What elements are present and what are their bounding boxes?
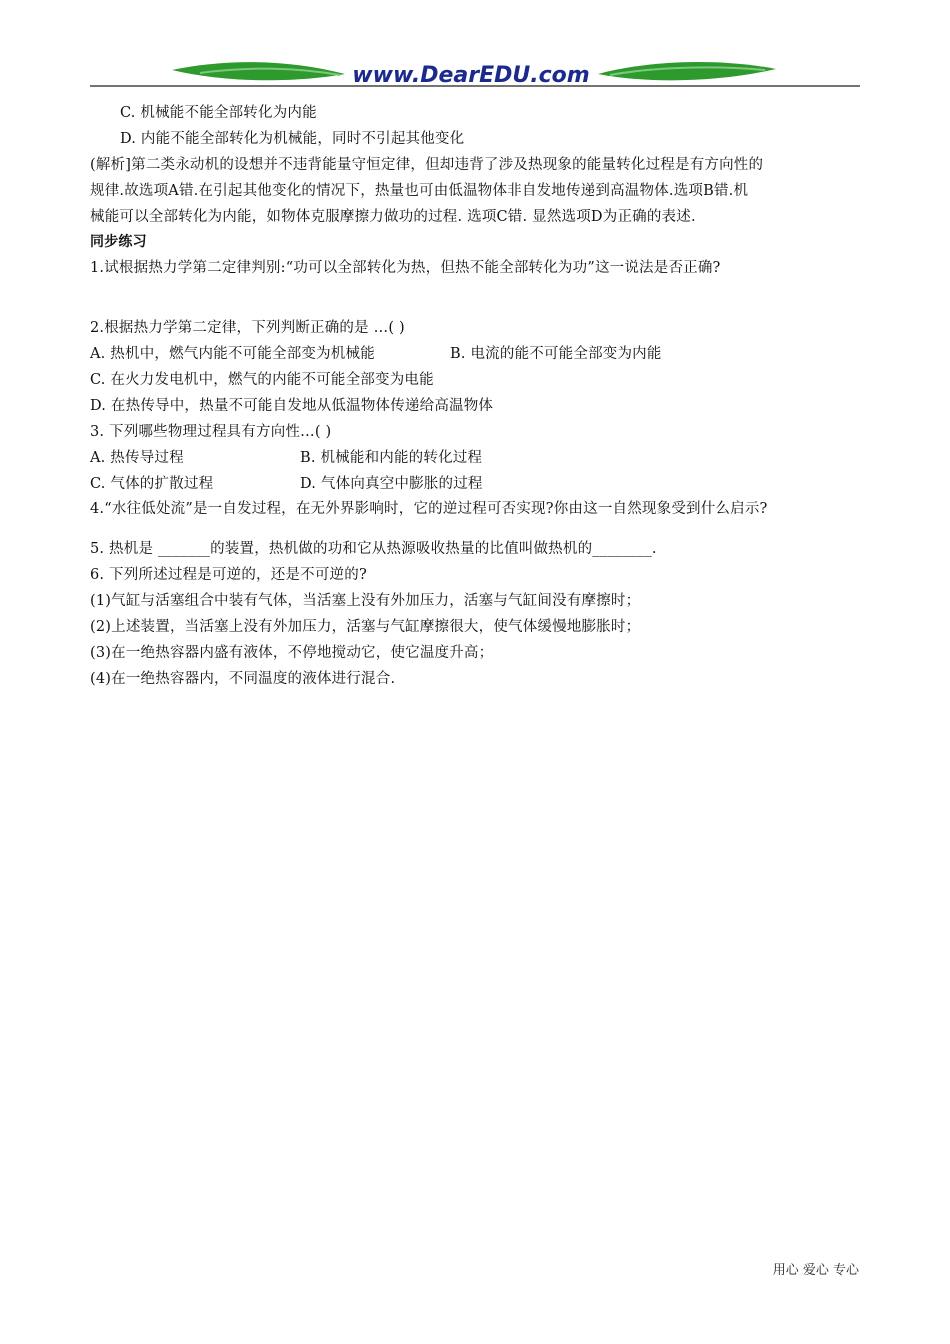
question-2-options-ab (90, 342, 880, 368)
page-header (0, 0, 950, 95)
question-3-option-d: D. 气体向真空中膨胀的过程 (300, 475, 483, 492)
question-4: 4.“水往低处流”是一自发过程，在无外界影响时，它的逆过程可否实现?你由这一自然现象受到什么启示? (90, 501, 768, 518)
question-2-option-a: A. 热机中，燃气内能不可能全部变为机械能 (90, 346, 375, 363)
answer-space-1 (90, 282, 880, 316)
site-logo-text: www.DearEDU.com (352, 63, 590, 88)
question-5: 5. 热机是 _______的装置，热机做的功和它从热源吸收热量的比值叫做热机的________. (90, 541, 657, 558)
question-3: 3. 下列哪些物理过程具有方向性…( ) (90, 423, 332, 440)
analysis-line-2: 规律.故选项A错.在引起其他变化的情况下，热量也可由低温物体非自发地传递到高温物体.选项B错.机 (90, 182, 749, 199)
question-1: 1.试根据热力学第二定律判别:“功可以全部转化为热，但热不能全部转化为功”这一说法是否正确? (90, 260, 721, 277)
answer-space-4 (90, 523, 880, 537)
question-2-option-d: D. 在热传导中，热量不可能自发地从低温物体传递给高温物体 (90, 397, 494, 414)
question-2: 2.根据热力学第二定律，下列判断正确的是 …( ) (90, 320, 405, 337)
document-body (90, 101, 880, 693)
question-6-item-3: (3)在一绝热容器内盛有液体，不停地搅动它，使它温度升高； (90, 644, 494, 661)
question-3-option-c: C. 气体的扩散过程 (90, 475, 214, 492)
section-title: 同步练习 (90, 234, 147, 251)
question-6-item-4: (4)在一绝热容器内，不同温度的液体进行混合. (90, 670, 396, 687)
question-6-item-2: (2)上述装置，当活塞上没有外加压力，活塞与气缸摩擦很大，使气体缓慢地膨胀时； (90, 619, 641, 636)
question-3-options-cd (90, 472, 880, 498)
right-swoosh (598, 62, 776, 80)
question-3-option-b: B. 机械能和内能的转化过程 (300, 449, 483, 466)
option-c-line: C. 机械能不能全部转化为内能 (120, 105, 317, 121)
question-3-option-a: A. 热传导过程 (90, 449, 184, 466)
question-2-option-b: B. 电流的能不可能全部变为内能 (450, 346, 662, 363)
header-banner (0, 0, 950, 95)
analysis-line-3: 械能可以全部转化为内能，如物体克服摩擦力做功的过程. 选项C错. 显然选项D为正确的表述. (90, 208, 696, 225)
question-2-option-c: C. 在火力发电机中，燃气的内能不可能全部变为电能 (90, 372, 434, 389)
question-6: 6. 下列所述过程是可逆的，还是不可逆的? (90, 567, 367, 584)
question-6-item-1: (1)气缸与活塞组合中装有气体，当活塞上没有外加压力，活塞与气缸间没有摩擦时； (90, 593, 641, 610)
option-d-line: D. 内能不能全部转化为机械能，同时不引起其他变化 (120, 130, 465, 147)
question-3-options-ab (90, 446, 880, 472)
analysis-line-1: (解析]第二类永动机的设想并不违背能量守恒定律，但却违背了涉及热现象的能量转化过程是有方向性的 (90, 156, 764, 173)
page-footer-motto: 用心 爱心 专心 (772, 1263, 859, 1278)
